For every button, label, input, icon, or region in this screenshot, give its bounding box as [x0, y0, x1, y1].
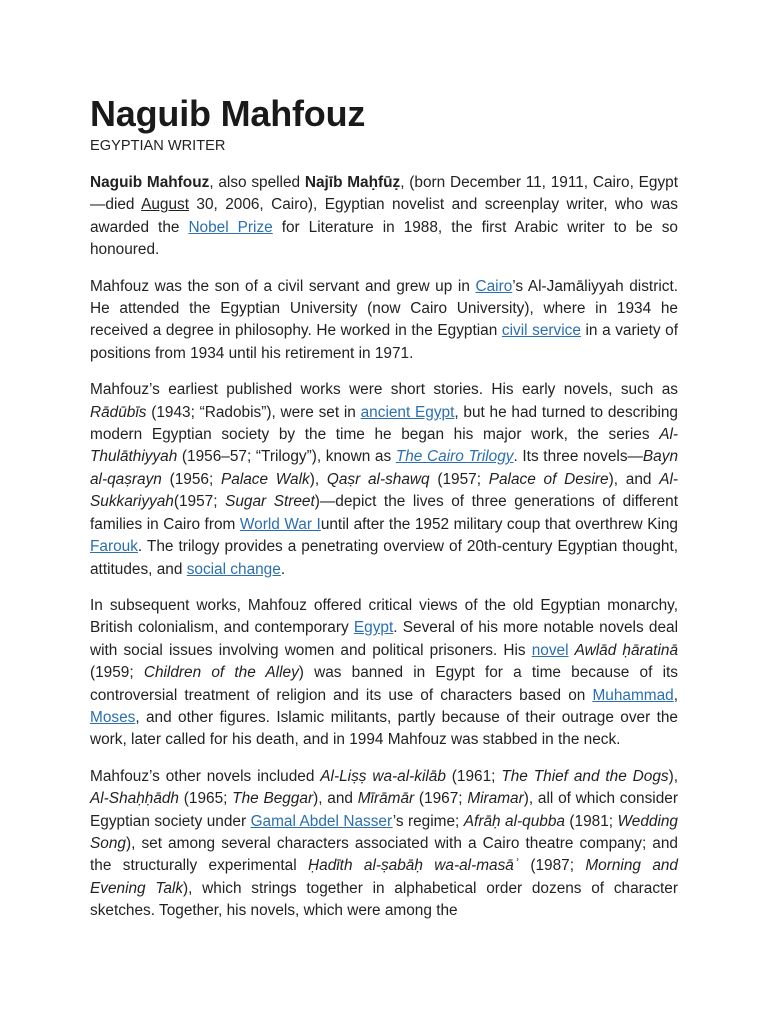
page-title: Naguib Mahfouz — [90, 93, 366, 134]
inline-link[interactable]: Nobel Prize — [188, 218, 273, 236]
text-run: (1987; — [518, 857, 586, 875]
text-run: August — [141, 196, 189, 214]
italic-text: Qaṣr al-shawq — [326, 470, 430, 488]
inline-link[interactable]: The Cairo Trilogy — [395, 448, 514, 466]
text-run: (1961; — [445, 767, 502, 785]
inline-link[interactable]: Gamal Abdel Nasser — [250, 812, 393, 830]
inline-link[interactable]: ancient Egypt — [360, 403, 455, 421]
italic-text: Bayn al-qaṣrayn — [90, 448, 679, 488]
text-run: Mahfouz’s other novels included — [90, 767, 321, 785]
italic-text: Palace Walk — [221, 470, 310, 488]
text-run: (1959; — [90, 664, 144, 682]
italic-text: Awlād ḥāratinā — [574, 641, 678, 659]
article — [90, 88, 678, 937]
text-run: , also spelled — [209, 174, 305, 191]
text-run: Mahfouz was the son of a civil servant and grew up in — [90, 277, 476, 295]
text-run: (1956; — [161, 470, 221, 488]
text-run: ) was banned in Egypt for a time because of its controversial treatment of religion and its use of characters based on — [90, 664, 678, 704]
text-run: , (born December 11, 1911, Cairo, Egypt—died — [90, 174, 678, 214]
text-run: ’s regime; — [392, 812, 464, 830]
italic-text: Mīrāmār — [357, 790, 415, 808]
text-run: , and other figures. Islamic militants, partly because of their outrage over the work, later called for his death, and in 1994 Mahfouz was stabbed in the neck. — [90, 708, 678, 749]
italic-text: The Beggar — [232, 790, 314, 808]
italic-text: Al-Sukkariyyah — [90, 470, 678, 511]
text-run: ), set among several characters associated with a Cairo theatre company; and the structurally experimental — [90, 834, 678, 875]
text-run: (1957; — [173, 493, 226, 511]
text-run: in a variety of positions from 1934 until his retirement in 1971. — [90, 322, 678, 362]
text-run: , — [673, 686, 678, 704]
text-run: (1956–57; “Trilogy”), known as — [177, 448, 396, 466]
text-run: (1957; — [429, 470, 489, 488]
text-run: ), which strings together in alphabetical order dozens of character sketches. Together, his novels, which were among the — [90, 879, 678, 920]
bold-text: Naguib Mahfouz — [90, 174, 210, 191]
inline-link[interactable]: Muhammad — [592, 686, 674, 704]
text-run: . Its three novels— — [513, 448, 643, 466]
paragraph — [90, 276, 678, 366]
italic-text: Al-Shaḥḥādh — [90, 790, 179, 808]
inline-link[interactable]: Moses — [90, 708, 136, 726]
text-run: until after the 1952 military coup that overthrew King — [320, 515, 678, 533]
italic-text: Sugar Street — [225, 493, 315, 511]
text-run: . Several of his more notable novels deal with social issues involving women and political prisoners. His — [90, 619, 679, 659]
text-run: (1967; — [414, 790, 468, 808]
text-run: for Literature in 1988, the first Arabic writer to be so honoured. — [90, 218, 678, 259]
inline-link[interactable]: Egypt — [353, 619, 394, 637]
paragraph — [90, 595, 678, 752]
italic-text: Palace of Desire — [488, 470, 609, 488]
text-run: ), and — [313, 790, 358, 808]
inline-link[interactable]: World War I — [239, 515, 321, 533]
text-run: Mahfouz’s earliest published works were short stories. His early novels, such as — [90, 381, 678, 399]
italic-text: Al-Thulāthiyyah — [90, 426, 678, 466]
text-run: ), all of which consider Egyptian society under — [90, 790, 678, 830]
italic-text: Children of the Alley — [143, 664, 299, 682]
text-run: (1981; — [564, 812, 618, 830]
text-run: ’s Al-Jamāliyyah district. He attended the Egyptian University (now Cairo University), where in 1934 he received a degree in philosophy. He worked in the Egyptian — [90, 277, 678, 340]
italic-text: Rādūbīs — [90, 403, 147, 421]
text-run: . The trilogy provides a penetrating overview of 20th-century Egyptian thought, attitudes, and — [90, 538, 678, 578]
italic-text: Wedding Song — [90, 812, 678, 852]
inline-link[interactable]: Cairo — [475, 277, 513, 295]
text-run: 30, 2006, Cairo), Egyptian novelist and screenplay writer, who was awarded the — [90, 196, 679, 236]
text-run: ), and — [608, 470, 660, 488]
text-run: In subsequent works, Mahfouz offered critical views of the old Egyptian monarchy, British colonialism, and contemporary — [90, 596, 678, 637]
inline-link[interactable]: novel — [531, 641, 569, 659]
bold-text: Najīb Maḥfūẓ — [304, 174, 401, 191]
italic-text: Al-Liṣṣ wa-al-kilāb — [320, 767, 446, 785]
italic-text: Miramar — [467, 790, 524, 808]
page-subtitle: EGYPTIAN WRITER — [90, 138, 226, 154]
text-run: ), — [309, 470, 327, 488]
text-run: ), — [668, 767, 678, 785]
text-run: . — [280, 560, 286, 578]
article-body — [90, 172, 678, 923]
inline-link[interactable]: civil service — [501, 322, 581, 340]
italic-text: Morning and Evening Talk — [90, 857, 678, 897]
text-run: (1943; “Radobis”), were set in — [146, 403, 361, 421]
paragraph — [90, 766, 678, 923]
italic-text: The Thief and the Dogs — [501, 767, 669, 785]
inline-link[interactable]: social change — [186, 560, 281, 578]
text-run: )—depict the lives of three generations of different families in Cairo from — [90, 493, 679, 533]
italic-text: Ḥadīth al-ṣabāḥ wa-al-masāʾ — [308, 857, 519, 875]
text-run: , but he had turned to describing modern Egyptian society by the time he began his major work, the series — [90, 403, 678, 444]
paragraph — [90, 172, 678, 262]
paragraph — [90, 379, 678, 581]
italic-text: Afrāḥ al-qubba — [463, 812, 565, 830]
inline-link[interactable]: Farouk — [90, 538, 138, 556]
text-run: (1965; — [179, 790, 233, 808]
